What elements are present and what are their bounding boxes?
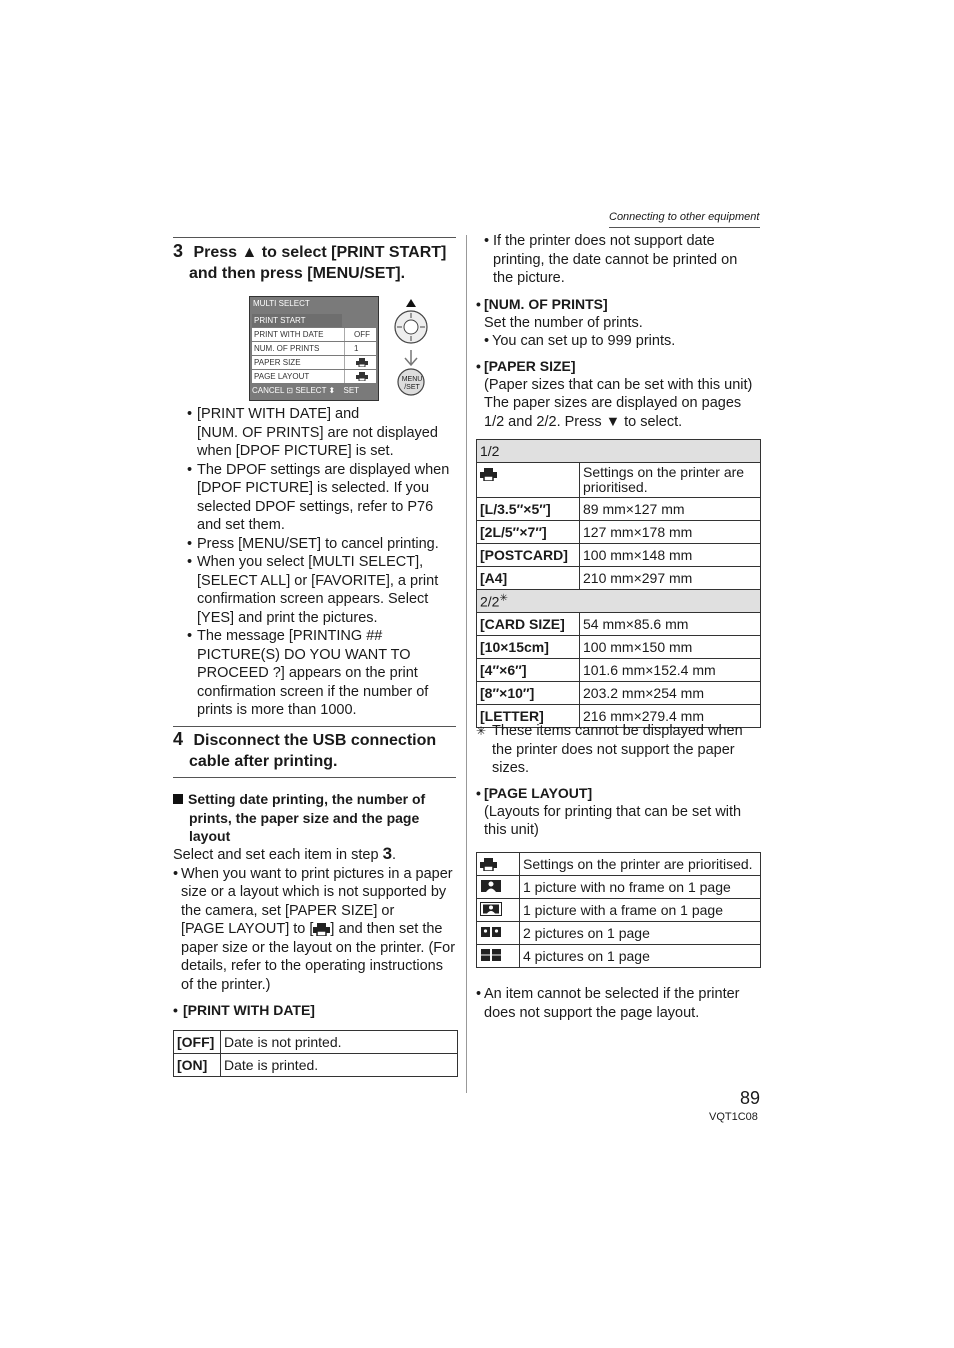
table-value: 127 mm×178 mm	[580, 521, 761, 544]
table-row	[477, 440, 761, 463]
single-no-frame-icon	[480, 879, 502, 893]
note-line: • When you select [MULTI SELECT],	[197, 554, 424, 570]
step-4-heading	[173, 729, 458, 772]
text-line: 1/2 and 2/2. Press ▼ to select.	[484, 413, 683, 430]
table-row	[477, 567, 761, 590]
updown-icon: ⬍	[328, 386, 336, 395]
printer-icon	[356, 372, 368, 381]
note-item	[187, 405, 462, 461]
note-line: [NUM. OF PRINTS] are not displayed	[197, 424, 438, 441]
table-key	[477, 463, 580, 498]
date-support-note	[484, 232, 759, 288]
table-key	[477, 899, 520, 922]
paper-size-footnote	[476, 722, 761, 778]
menu-set-label: MENU /SET	[401, 376, 423, 391]
table-key: [POSTCARD]	[477, 544, 580, 567]
step-number: 3	[173, 241, 184, 261]
table-value: 216 mm×279.4 mm	[580, 705, 761, 728]
note-line: when [DPOF PICTURE] is set.	[197, 443, 394, 459]
screen-row-label: PAGE LAYOUT	[254, 372, 310, 381]
settings-note	[173, 865, 463, 995]
label-text: [PRINT WITH DATE]	[183, 1002, 315, 1018]
note-line: [YES] and print the pictures.	[197, 609, 378, 626]
note-item	[187, 461, 462, 535]
screen-footer	[252, 386, 359, 395]
printer-icon	[480, 468, 497, 481]
note-line: printing, the date cannot be printed on	[493, 251, 738, 268]
section-header: Connecting to other equipment	[609, 211, 760, 223]
layout-note	[476, 985, 761, 1022]
step-3-heading	[173, 241, 458, 284]
page-layout-section	[476, 784, 761, 840]
table-row	[477, 853, 761, 876]
note-line: • The DPOF settings are displayed when	[197, 461, 450, 478]
table-value: 100 mm×150 mm	[580, 636, 761, 659]
table-key: [ON]	[174, 1054, 221, 1077]
note-item	[187, 535, 462, 554]
screen-row-num-of-prints	[252, 342, 376, 355]
print-with-date-table	[173, 1030, 458, 1077]
note-item	[484, 232, 759, 288]
step-number: 4	[173, 729, 184, 749]
paper-size-text	[476, 376, 761, 432]
step-4-line1: Disconnect the USB connection	[193, 732, 437, 749]
note-item	[476, 985, 761, 1022]
settings-heading	[173, 790, 458, 846]
table-key: [8″×10″]	[477, 682, 580, 705]
table-row	[477, 899, 761, 922]
screen-title: MULTI SELECT	[253, 299, 310, 308]
note-line: PICTURE(S) DO YOU WANT TO	[197, 646, 411, 663]
table-value: Settings on the printer are prioritised.	[520, 853, 761, 876]
table-row	[477, 544, 761, 567]
paper-size-table	[476, 439, 761, 728]
screen-row-value: OFF	[354, 330, 370, 339]
step-3-line1: Press ▲ to select [PRINT START]	[193, 244, 447, 261]
table-value: 2 pictures on 1 page	[520, 922, 761, 945]
screen-row-label: PRINT START	[254, 316, 306, 325]
screen-row-paper-size	[252, 356, 376, 369]
table-row	[477, 590, 761, 613]
note-line: the printer does not support the paper	[492, 741, 735, 758]
note-item	[187, 627, 462, 720]
table-key	[477, 922, 520, 945]
camera-screen	[249, 296, 379, 401]
table-key: [4″×6″]	[477, 659, 580, 682]
page-indicator	[477, 590, 761, 613]
step-3-line2: and then press [MENU/SET].	[189, 265, 406, 282]
table-key	[477, 945, 520, 968]
settings-heading-line: Setting date printing, the number of	[188, 791, 426, 807]
header-rule	[609, 227, 760, 228]
table-key	[477, 853, 520, 876]
table-row	[174, 1031, 458, 1054]
page-number: 89	[740, 1088, 761, 1108]
table-value: 210 mm×297 mm	[580, 567, 761, 590]
screen-row-print-with-date	[252, 328, 376, 341]
num-of-prints-label: • [NUM. OF PRINTS]	[476, 295, 761, 314]
step-4-line2: cable after printing.	[189, 753, 338, 770]
num-of-prints-note: • You can set up to 999 prints.	[484, 332, 761, 351]
table-row	[477, 682, 761, 705]
note-line: • The message [PRINTING ##	[197, 628, 383, 644]
settings-heading-line: prints, the paper size and the page	[189, 809, 420, 826]
settings-intro-step: 3	[382, 844, 393, 863]
num-of-prints-text: Set the number of prints.	[484, 314, 643, 331]
down-arrow-icon	[405, 350, 417, 365]
table-value: 100 mm×148 mm	[580, 544, 761, 567]
single-frame-icon	[480, 902, 502, 916]
note-line: of the printer.)	[181, 976, 271, 993]
page-indicator-text: 2/2	[480, 593, 500, 610]
table-row	[477, 922, 761, 945]
table-key: [10×15cm]	[477, 636, 580, 659]
trash-icon: ⊡	[286, 386, 294, 395]
table-value: Settings on the printer are prioritised.	[580, 463, 761, 498]
note-line: • If the printer does not support date	[493, 233, 715, 249]
table-key: [2L/5″×7″]	[477, 521, 580, 544]
table-key	[477, 876, 520, 899]
note-line: confirmation screen if the number of	[197, 683, 429, 700]
screen-row-page-layout	[252, 370, 376, 383]
text-line: The paper sizes are displayed on pages	[484, 395, 742, 411]
note-line: • An item cannot be selected if the printer	[484, 986, 740, 1002]
footer-cancel: CANCEL	[252, 386, 285, 395]
table-key: [A4]	[477, 567, 580, 590]
screen-row-label: NUM. OF PRINTS	[254, 344, 320, 353]
note-line: [DPOF PICTURE] is selected. If you	[197, 480, 430, 496]
step-4-rule	[173, 726, 456, 727]
note-line: [SELECT ALL] or [FAVORITE], a print	[197, 572, 439, 589]
table-key: [CARD SIZE]	[477, 613, 580, 636]
table-value: Date is printed.	[221, 1054, 458, 1077]
table-key: [L/3.5″×5″]	[477, 498, 580, 521]
page-layout-text	[476, 803, 761, 840]
paper-size-label: • [PAPER SIZE]	[476, 357, 761, 376]
note-line: confirmation screen appears. Select	[197, 591, 429, 607]
table-value: Date is not printed.	[221, 1031, 458, 1054]
table-value: 1 picture with a frame on 1 page	[520, 899, 761, 922]
text-line: this unit)	[484, 822, 539, 838]
note-line: • When you want to print pictures in a paper	[181, 865, 453, 882]
settings-body: Select and set each item in step 3. • When you want to print pictures in a paper size or a layout which is not supported by the camera, set [PAPER SIZE] or [PAGE LAYOUT] to [ ] and then set the paper size or the layout on the printer. (For details, refer to the operating instructions of the printer.)	[173, 845, 463, 994]
table-value: 1 picture with no frame on 1 page	[520, 876, 761, 899]
note-line: These items cannot be displayed when	[492, 723, 743, 739]
footnote-mark: ✳	[476, 724, 487, 738]
page-indicator: 1/2	[477, 440, 761, 463]
note-line: size or a layout which is not supported by	[181, 884, 447, 900]
note-line: selected DPOF settings, refer to P76	[197, 498, 434, 515]
note-line: paper size or the layout on the printer. (For	[181, 939, 456, 956]
screen-row-value: 1	[354, 344, 359, 353]
table-value: 54 mm×85.6 mm	[580, 613, 761, 636]
screen-row-label: PRINT WITH DATE	[254, 330, 324, 339]
table-key: [LETTER]	[477, 705, 580, 728]
page-layout-table	[476, 852, 761, 968]
column-divider	[466, 235, 467, 1093]
table-key: [OFF]	[174, 1031, 221, 1054]
paper-size-section	[476, 357, 761, 431]
footer-set: SET	[343, 386, 360, 395]
table-row	[477, 945, 761, 968]
settings-heading-line: layout	[189, 828, 231, 844]
text-line: (Layouts for printing that can be set with	[484, 803, 742, 820]
note-line: • Press [MENU/SET] to cancel printing.	[197, 535, 439, 552]
table-row	[477, 498, 761, 521]
note-line: • [PRINT WITH DATE] and	[197, 406, 360, 422]
note-line: details, refer to the operating instructions	[181, 958, 443, 974]
page-layout-label: • [PAGE LAYOUT]	[476, 784, 761, 803]
note-line: prints is more than 1000.	[197, 702, 357, 718]
table-value: 203.2 mm×254 mm	[580, 682, 761, 705]
table-row	[477, 876, 761, 899]
table-value: 89 mm×127 mm	[580, 498, 761, 521]
table-row	[477, 463, 761, 498]
four-pictures-icon	[480, 948, 502, 962]
note-item	[187, 553, 462, 627]
note-line: the camera, set [PAPER SIZE] or	[181, 902, 395, 919]
note-line: does not support the page layout.	[484, 1004, 700, 1021]
text-line: (Paper sizes that can be set with this unit)	[484, 376, 753, 393]
left-column-rule	[173, 237, 456, 238]
note-line: PROCEED ?] appears on the print	[197, 665, 418, 681]
table-value: 101.6 mm×152.4 mm	[580, 659, 761, 682]
up-arrow-icon	[406, 299, 416, 307]
table-row	[174, 1054, 458, 1077]
settings-intro: Select and set each item in step	[173, 847, 379, 863]
note-line: [PAGE LAYOUT] to [	[181, 921, 314, 937]
note-line: and set them.	[197, 517, 285, 533]
note-line: ] and then set the	[330, 921, 443, 937]
printer-icon	[356, 358, 368, 367]
section-rule	[173, 777, 456, 778]
screen-row-print-start	[252, 314, 342, 327]
square-bullet-icon	[173, 794, 183, 804]
two-pictures-icon	[480, 925, 502, 939]
printer-icon	[480, 858, 497, 871]
num-of-prints-section	[476, 295, 761, 351]
table-value: 4 pictures on 1 page	[520, 945, 761, 968]
table-row	[477, 521, 761, 544]
table-row	[477, 613, 761, 636]
footer-select: SELECT	[295, 386, 327, 395]
note-line: the picture.	[493, 270, 565, 286]
table-row	[477, 659, 761, 682]
screen-row-label: PAPER SIZE	[254, 358, 301, 367]
step-3-notes	[187, 405, 462, 720]
footnote-mark: ✳	[499, 592, 508, 604]
document-code: VQT1C08	[709, 1111, 758, 1123]
printer-icon	[313, 923, 330, 936]
note-line: sizes.	[492, 760, 530, 776]
table-row	[477, 636, 761, 659]
